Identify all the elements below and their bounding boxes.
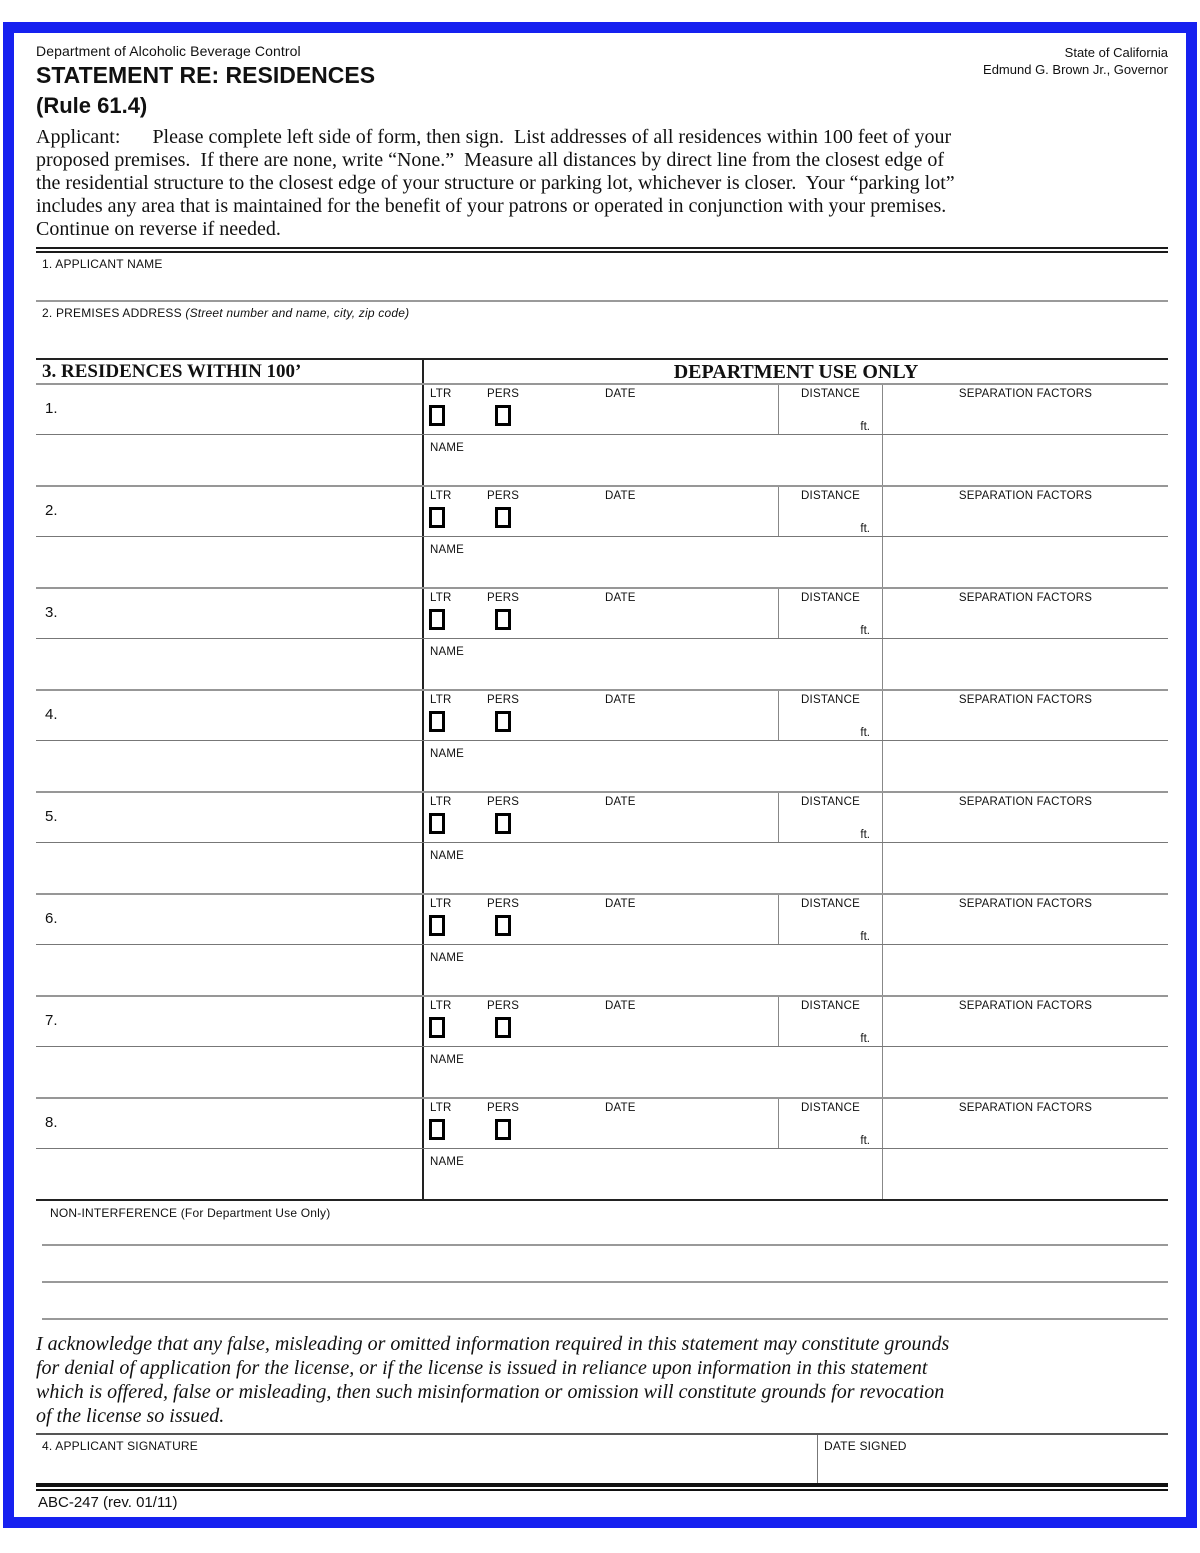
name-cell[interactable] [424, 741, 882, 791]
ltr-checkbox[interactable] [429, 813, 445, 834]
name-label: NAME [430, 1054, 465, 1066]
residence-entry [36, 995, 1168, 1097]
separation-factors-writing-area[interactable] [882, 435, 1168, 485]
name-label: NAME [430, 646, 465, 658]
instructions-body [36, 149, 1168, 241]
residence-address-writing-area[interactable] [36, 1047, 424, 1097]
name-label: NAME [430, 952, 465, 964]
distance-cell[interactable] [778, 1099, 882, 1148]
footer-rule [36, 1483, 1168, 1491]
dept-ltr-pers-date-cell [424, 691, 778, 740]
residence-address-field[interactable] [36, 793, 424, 842]
name-cell[interactable] [424, 537, 882, 587]
form-rule-number: (Rule 61.4) [36, 93, 148, 118]
ltr-checkbox[interactable] [429, 1119, 445, 1140]
premises-address-hint: (Street number and name, city, zip code) [185, 306, 410, 320]
ltr-label: LTR [430, 1102, 452, 1114]
residence-entry [36, 587, 1168, 689]
pers-label: PERS [487, 388, 520, 400]
separation-factors-writing-area[interactable] [882, 639, 1168, 689]
feet-unit-label: ft. [860, 1033, 870, 1045]
dept-ltr-pers-date-cell [424, 385, 778, 434]
separation-factors-cell[interactable] [882, 793, 1168, 842]
feet-unit-label: ft. [860, 931, 870, 943]
pers-checkbox[interactable] [495, 1017, 511, 1038]
separation-factors-label: SEPARATION FACTORS [958, 388, 1093, 400]
distance-label: DISTANCE [801, 898, 860, 910]
name-cell[interactable] [424, 945, 882, 995]
state-name: State of California [1064, 45, 1168, 60]
pers-label: PERS [487, 796, 520, 808]
non-interference-section [36, 1201, 1168, 1320]
residence-address-writing-area[interactable] [36, 435, 424, 485]
name-label: NAME [430, 442, 465, 454]
pers-checkbox[interactable] [495, 507, 511, 528]
agency-name: Department of Alcoholic Beverage Control [36, 43, 301, 59]
name-label: NAME [430, 748, 465, 760]
pers-checkbox[interactable] [495, 711, 511, 732]
feet-unit-label: ft. [860, 727, 870, 739]
distance-label: DISTANCE [801, 796, 860, 808]
separation-factors-label: SEPARATION FACTORS [958, 694, 1093, 706]
separation-factors-writing-area[interactable] [882, 1047, 1168, 1097]
applicant-name-field[interactable] [36, 253, 1168, 302]
distance-cell[interactable] [778, 691, 882, 740]
entry-number: 3. [45, 604, 58, 621]
form-header-right [983, 37, 1168, 78]
distance-label: DISTANCE [801, 490, 860, 502]
governor-name: Edmund G. Brown Jr., Governor [983, 62, 1168, 77]
separation-factors-writing-area[interactable] [882, 945, 1168, 995]
residences-within-100-header: 3. RESIDENCES WITHIN 100’ [36, 360, 424, 383]
residence-entries [36, 383, 1168, 1199]
name-label: NAME [430, 1156, 465, 1168]
feet-unit-label: ft. [860, 421, 870, 433]
acknowledgment-line: for denial of application for the license, or if the license is issued in reliance upon information in this statement [36, 1357, 928, 1379]
pers-label: PERS [487, 490, 520, 502]
separation-factors-cell[interactable] [882, 997, 1168, 1046]
pers-label: PERS [487, 1000, 520, 1012]
residence-address-writing-area[interactable] [36, 945, 424, 995]
pers-checkbox[interactable] [495, 1119, 511, 1140]
distance-cell[interactable] [778, 997, 882, 1046]
date-label: DATE [605, 796, 636, 808]
feet-unit-label: ft. [860, 1135, 870, 1147]
residence-entry [36, 893, 1168, 995]
pers-label: PERS [487, 694, 520, 706]
pers-label: PERS [487, 898, 520, 910]
non-interference-lines [36, 1244, 1168, 1320]
feet-unit-label: ft. [860, 523, 870, 535]
residence-address-field[interactable] [36, 691, 424, 740]
applicant-signature-label: 4. APPLICANT SIGNATURE [42, 1439, 198, 1453]
separation-factors-label: SEPARATION FACTORS [958, 796, 1093, 808]
dept-ltr-pers-date-cell [424, 895, 778, 944]
residence-address-writing-area[interactable] [36, 537, 424, 587]
residence-address-field[interactable] [36, 589, 424, 638]
distance-label: DISTANCE [801, 1102, 860, 1114]
date-label: DATE [605, 694, 636, 706]
entry-number: 1. [45, 400, 58, 417]
ltr-checkbox[interactable] [429, 1017, 445, 1038]
form-frame [3, 22, 1197, 1528]
distance-cell[interactable] [778, 385, 882, 434]
instructions-lead: Applicant: [36, 126, 121, 148]
name-label: NAME [430, 850, 465, 862]
ltr-checkbox[interactable] [429, 711, 445, 732]
form-number: ABC-247 (rev. 01/11) [38, 1494, 178, 1511]
instructions-line: proposed premises. If there are none, write “None.” Measure all distances by direct line from the closest edge of [36, 149, 944, 171]
separation-factors-writing-area[interactable] [882, 537, 1168, 587]
distance-cell[interactable] [778, 487, 882, 536]
acknowledgment [36, 1332, 1168, 1428]
separation-factors-cell[interactable] [882, 895, 1168, 944]
name-cell[interactable] [424, 639, 882, 689]
dept-ltr-pers-date-cell [424, 487, 778, 536]
separation-factors-writing-area[interactable] [882, 741, 1168, 791]
ltr-label: LTR [430, 694, 452, 706]
date-label: DATE [605, 898, 636, 910]
ltr-checkbox[interactable] [429, 609, 445, 630]
applicant-signature-field[interactable] [36, 1435, 817, 1483]
distance-label: DISTANCE [801, 592, 860, 604]
ltr-label: LTR [430, 592, 452, 604]
distance-cell[interactable] [778, 895, 882, 944]
writing-line[interactable] [42, 1318, 1168, 1320]
acknowledgment-line: which is offered, false or misleading, then such misinformation or omission will constitute grounds for revocation [36, 1381, 945, 1403]
separation-factors-writing-area[interactable] [882, 1149, 1168, 1199]
entry-number: 6. [45, 910, 58, 927]
ltr-label: LTR [430, 388, 452, 400]
separation-factors-label: SEPARATION FACTORS [958, 490, 1093, 502]
pers-label: PERS [487, 1102, 520, 1114]
name-cell[interactable] [424, 1149, 882, 1199]
form-title: STATEMENT RE: RESIDENCES [36, 62, 376, 88]
residence-address-field[interactable] [36, 895, 424, 944]
form-header-left [36, 37, 375, 119]
instructions-line-text: Please complete left side of form, then sign. List addresses of all residences within 100 feet of your [152, 126, 952, 148]
pers-checkbox[interactable] [495, 813, 511, 834]
instructions-line [36, 126, 1168, 149]
pers-checkbox[interactable] [495, 609, 511, 630]
date-label: DATE [605, 388, 636, 400]
signature-section [36, 1433, 1168, 1483]
distance-label: DISTANCE [801, 388, 860, 400]
feet-unit-label: ft. [860, 625, 870, 637]
date-signed-label: DATE SIGNED [824, 1439, 907, 1453]
date-label: DATE [605, 490, 636, 502]
ltr-label: LTR [430, 490, 452, 502]
separation-factors-label: SEPARATION FACTORS [958, 592, 1093, 604]
acknowledgment-line: I acknowledge that any false, misleading or omitted information required in this statement may constitute grounds [36, 1333, 950, 1355]
dept-ltr-pers-date-cell [424, 793, 778, 842]
non-interference-label: NON-INTERFERENCE (For Department Use Only) [50, 1206, 331, 1220]
dept-ltr-pers-date-cell [424, 1099, 778, 1148]
residence-entry [36, 485, 1168, 587]
ltr-checkbox[interactable] [429, 915, 445, 936]
ltr-checkbox[interactable] [429, 405, 445, 426]
separation-factors-cell[interactable] [882, 589, 1168, 638]
pers-checkbox[interactable] [495, 405, 511, 426]
pers-checkbox[interactable] [495, 915, 511, 936]
dept-ltr-pers-date-cell [424, 997, 778, 1046]
entry-number: 2. [45, 502, 58, 519]
entry-number: 7. [45, 1012, 58, 1029]
separation-factors-label: SEPARATION FACTORS [958, 898, 1093, 910]
distance-label: DISTANCE [801, 1000, 860, 1012]
residences-table [36, 358, 1168, 1201]
distance-label: DISTANCE [801, 694, 860, 706]
separation-factors-cell[interactable] [882, 385, 1168, 434]
ltr-label: LTR [430, 796, 452, 808]
residence-address-writing-area[interactable] [36, 741, 424, 791]
residence-address-writing-area[interactable] [36, 639, 424, 689]
date-signed-field[interactable] [817, 1435, 1168, 1483]
feet-unit-label: ft. [860, 829, 870, 841]
separation-factors-writing-area[interactable] [882, 843, 1168, 893]
applicant-instructions [36, 126, 1168, 241]
residence-entry [36, 1097, 1168, 1199]
residence-address-writing-area[interactable] [36, 1149, 424, 1199]
writing-line[interactable] [42, 1244, 1168, 1246]
residence-entry [36, 791, 1168, 893]
date-label: DATE [605, 1000, 636, 1012]
distance-cell[interactable] [778, 589, 882, 638]
separation-factors-label: SEPARATION FACTORS [958, 1000, 1093, 1012]
pers-label: PERS [487, 592, 520, 604]
applicant-name-label: 1. APPLICANT NAME [42, 257, 163, 271]
separation-factors-cell[interactable] [882, 487, 1168, 536]
form-content [14, 33, 1186, 1517]
date-label: DATE [605, 1102, 636, 1114]
residence-address-field[interactable] [36, 385, 424, 434]
residence-address-field[interactable] [36, 1099, 424, 1148]
department-use-only-header: DEPARTMENT USE ONLY [673, 361, 919, 383]
residence-address-writing-area[interactable] [36, 843, 424, 893]
premises-address-label-text: 2. PREMISES ADDRESS [42, 306, 186, 320]
date-label: DATE [605, 592, 636, 604]
instructions-line: the residential structure to the closest edge of your structure or parking lot, whichever is closer. Your “parking lot” [36, 172, 955, 194]
acknowledgment-line: of the license so issued. [36, 1405, 225, 1427]
name-label: NAME [430, 544, 465, 556]
ltr-label: LTR [430, 898, 452, 910]
writing-line[interactable] [42, 1281, 1168, 1283]
residence-address-field[interactable] [36, 487, 424, 536]
name-cell[interactable] [424, 1047, 882, 1097]
residence-address-field[interactable] [36, 997, 424, 1046]
instructions-line: Continue on reverse if needed. [36, 218, 281, 240]
premises-address-label [36, 302, 1168, 320]
ltr-checkbox[interactable] [429, 507, 445, 528]
form-header [36, 37, 1168, 119]
entry-number: 8. [45, 1114, 58, 1131]
separation-factors-cell[interactable] [882, 691, 1168, 740]
residence-entry [36, 383, 1168, 485]
name-cell[interactable] [424, 435, 882, 485]
instructions-line: includes any area that is maintained for the benefit of your patrons or operated in conjunction with your premises. [36, 195, 947, 217]
distance-cell[interactable] [778, 793, 882, 842]
ltr-label: LTR [430, 1000, 452, 1012]
entry-number: 4. [45, 706, 58, 723]
premises-address-field[interactable] [36, 302, 1168, 358]
dept-ltr-pers-date-cell [424, 589, 778, 638]
separation-factors-cell[interactable] [882, 1099, 1168, 1148]
separation-factors-label: SEPARATION FACTORS [958, 1102, 1093, 1114]
residence-entry [36, 689, 1168, 791]
name-cell[interactable] [424, 843, 882, 893]
entry-number: 5. [45, 808, 58, 825]
residences-table-header [36, 360, 1168, 383]
